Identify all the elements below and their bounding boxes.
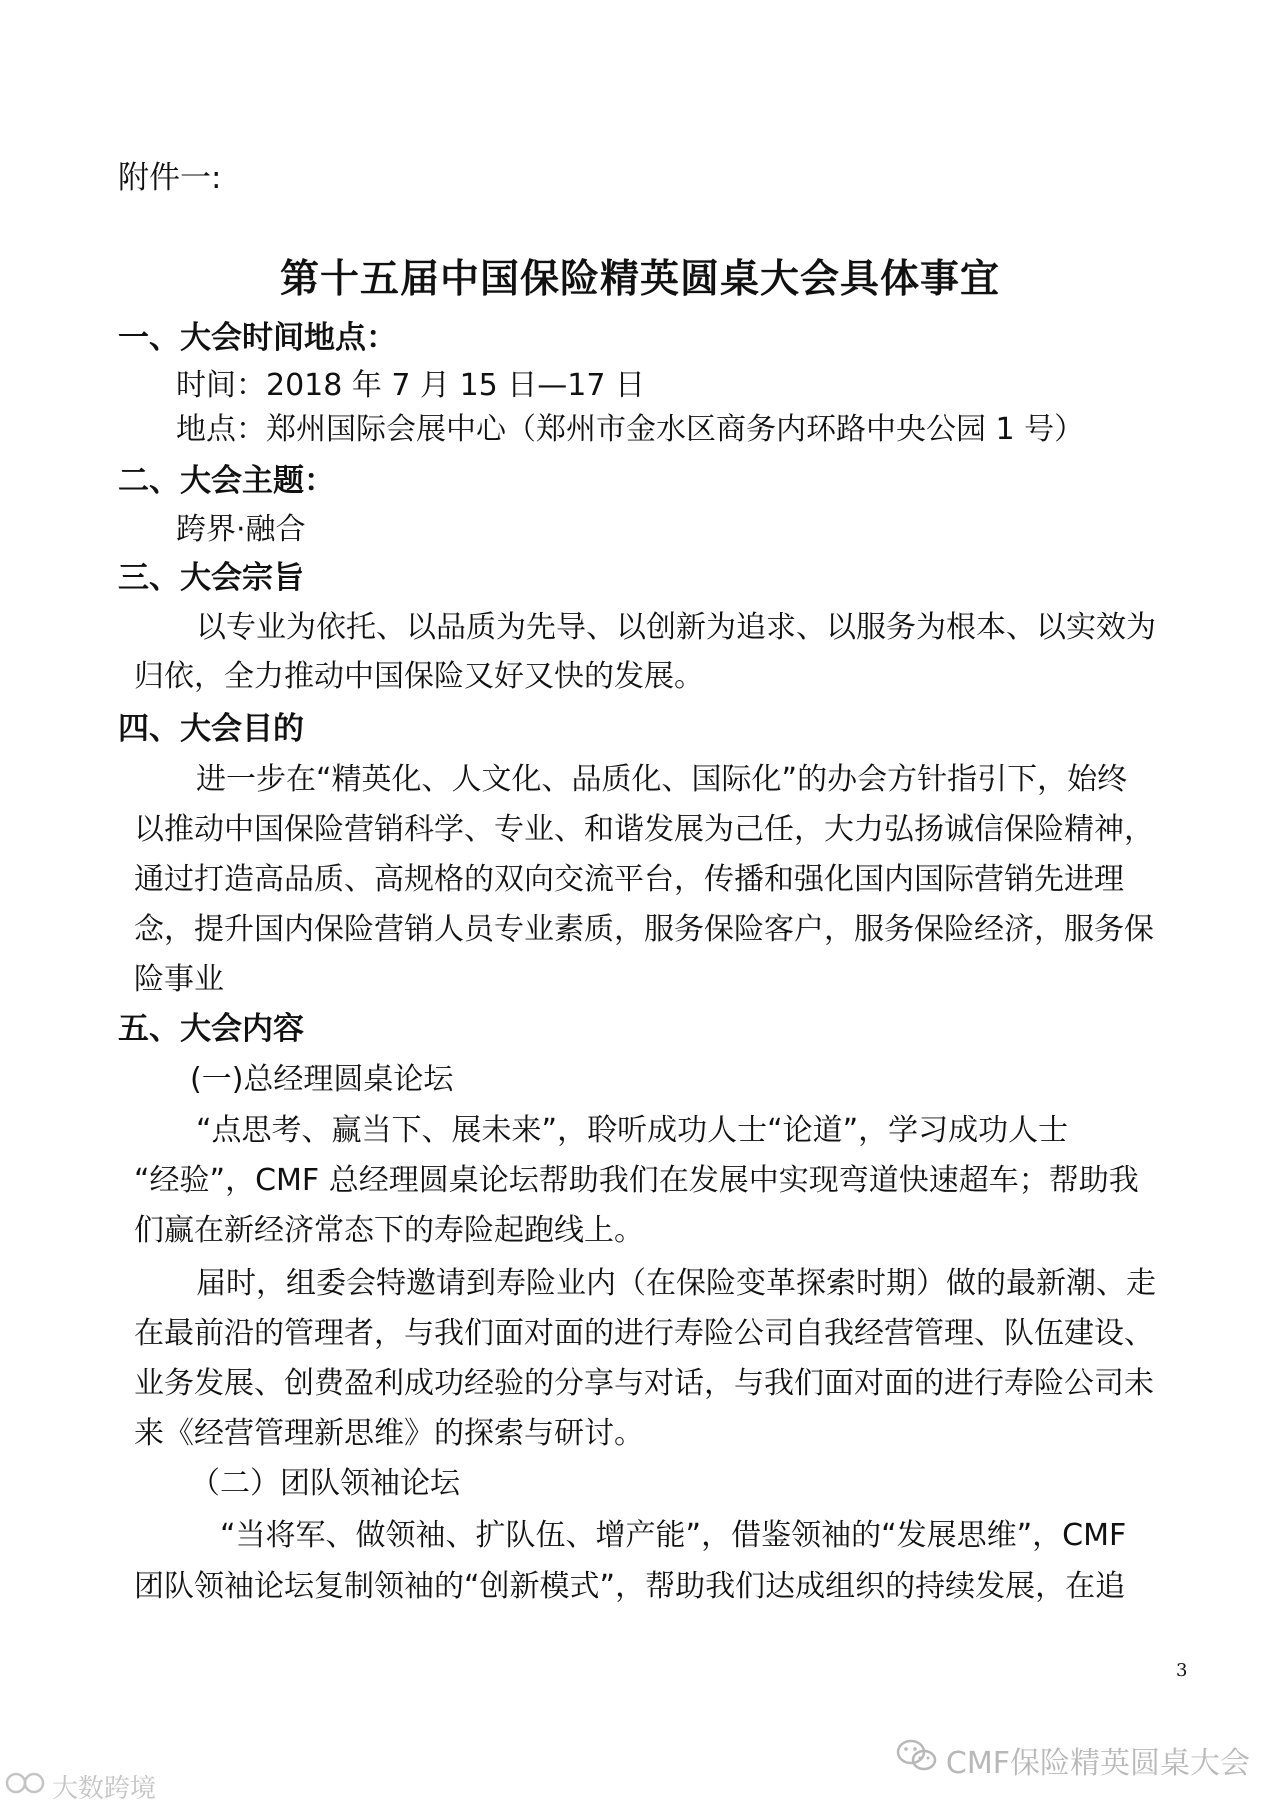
watermark-left (4, 1768, 156, 1805)
watermark-right-text: CMF保险精英圆桌大会 (945, 1746, 1250, 1781)
meeting-place: 地点：郑州国际会展中心（郑州市金水区商务内环路中央公园 1 号） (176, 412, 1085, 447)
section-1-heading: 一、大会时间地点： (118, 320, 397, 356)
paragraph-line: 念，提升国内保险营销人员专业素质，服务保险客户，服务保险经济，服务保 (134, 912, 1154, 947)
watermark-left-text: 大数跨境 (52, 1774, 157, 1804)
section-3-heading: 三、大会宗旨 (118, 560, 304, 596)
paragraph-line: 来《经营管理新思维》的探索与研讨。 (134, 1416, 644, 1451)
paragraph-line: 以专业为依托、以品质为先导、以创新为追求、以服务为根本、以实效为 (196, 610, 1156, 645)
document-title: 第十五届中国保险精英圆桌大会具体事宜 (279, 257, 1000, 302)
paragraph-line: 们赢在新经济常态下的寿险起跑线上。 (134, 1213, 644, 1248)
subsection-2-heading: （二）团队领袖论坛 (190, 1466, 460, 1501)
paragraph-line: 团队领袖论坛复制领袖的“创新模式”，帮助我们达成组织的持续发展，在追 (134, 1569, 1126, 1604)
paragraph-line: 以推动中国保险营销科学、专业、和谐发展为己任，大力弘扬诚信保险精神， (134, 812, 1154, 847)
paragraph-line: “当将军、做领袖、扩队伍、增产能”，借鉴领袖的“发展思维”，CMF (220, 1518, 1127, 1553)
paragraph-line: 进一步在“精英化、人文化、品质化、国际化”的办会方针指引下，始终 (196, 762, 1128, 797)
annex-label: 附件一: (118, 160, 222, 196)
paragraph-line: 通过打造高品质、高规格的双向交流平台，传播和强化国内国际营销先进理 (134, 862, 1124, 897)
paragraph-line: “经验”，CMF 总经理圆桌论坛帮助我们在发展中实现弯道快速超车；帮助我 (134, 1163, 1139, 1198)
section-5-heading: 五、大会内容 (118, 1011, 304, 1047)
meeting-theme: 跨界·融合 (176, 512, 306, 547)
paragraph-line: 险事业 (134, 962, 224, 997)
section-2-heading: 二、大会主题： (118, 463, 335, 499)
paragraph-line: 业务发展、创费盈利成功经验的分享与对话，与我们面对面的进行寿险公司未 (134, 1366, 1154, 1401)
paragraph-line: 届时，组委会特邀请到寿险业内（在保险变革探索时期）做的最新潮、走 (196, 1266, 1156, 1301)
meeting-time: 时间：2018 年 7 月 15 日—17 日 (176, 368, 645, 403)
subsection-1-heading: (一)总经理圆桌论坛 (190, 1062, 454, 1097)
paragraph-line: 在最前沿的管理者，与我们面对面的进行寿险公司自我经营管理、队伍建设、 (134, 1316, 1154, 1351)
paragraph-line: “点思考、赢当下、展未来”，聆听成功人士“论道”，学习成功人士 (196, 1113, 1069, 1148)
section-4-heading: 四、大会目的 (118, 711, 304, 747)
wechat-icon (896, 1739, 938, 1781)
page-number: 3 (1176, 1660, 1188, 1681)
watermark-right (896, 1738, 1250, 1782)
paragraph-line: 归依，全力推动中国保险又好又快的发展。 (134, 659, 704, 694)
logo-icon (4, 1768, 48, 1805)
